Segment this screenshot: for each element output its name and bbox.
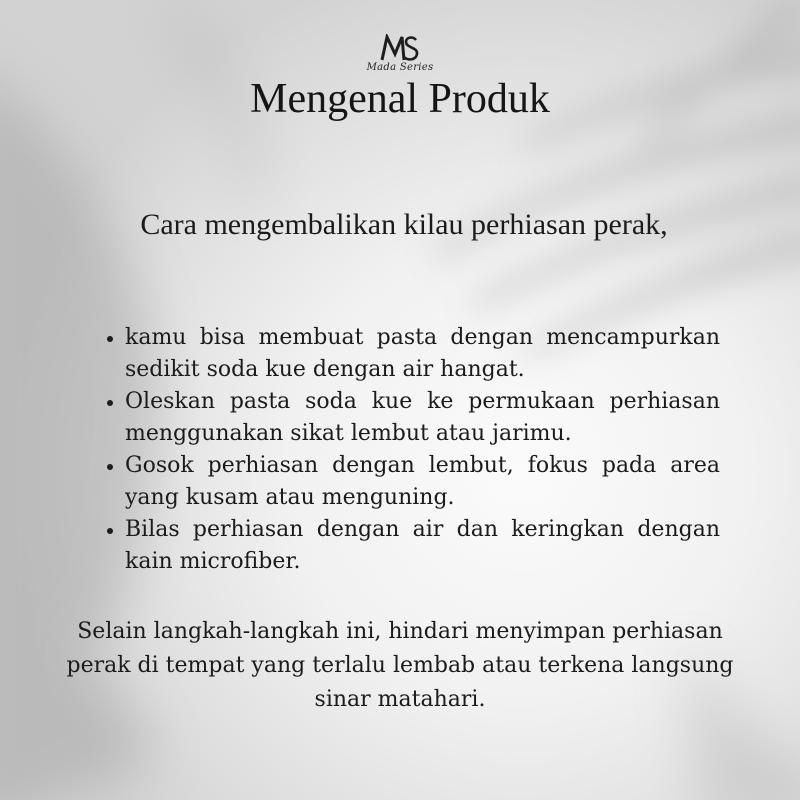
list-item: Bilas perhiasan dengan air dan keringkan dengan kain microfiber. xyxy=(104,514,720,578)
closing-note: Selain langkah-langkah ini, hindari menyimpan perhiasan perak di tempat yang terlalu lembab atau terkena langsung sinar matahari. xyxy=(66,619,734,712)
list-item: Oleskan pasta soda kue ke permukaan perhiasan menggunakan sikat lembut atau jarimu. xyxy=(104,386,720,450)
page-title: Mengenal Produk xyxy=(250,76,550,122)
brand-name: Mada Series xyxy=(366,62,434,73)
brand-logo xyxy=(362,34,438,78)
subtitle: Cara mengembalikan kilau perhiasan perak, xyxy=(140,208,668,241)
steps-list xyxy=(104,322,720,578)
list-item: Gosok perhiasan dengan lembut, fokus pada area yang kusam atau menguning. xyxy=(104,450,720,514)
list-item: kamu bisa membuat pasta dengan mencampurkan sedikit soda kue dengan air hangat. xyxy=(104,322,720,386)
ms-monogram-icon xyxy=(380,34,420,62)
